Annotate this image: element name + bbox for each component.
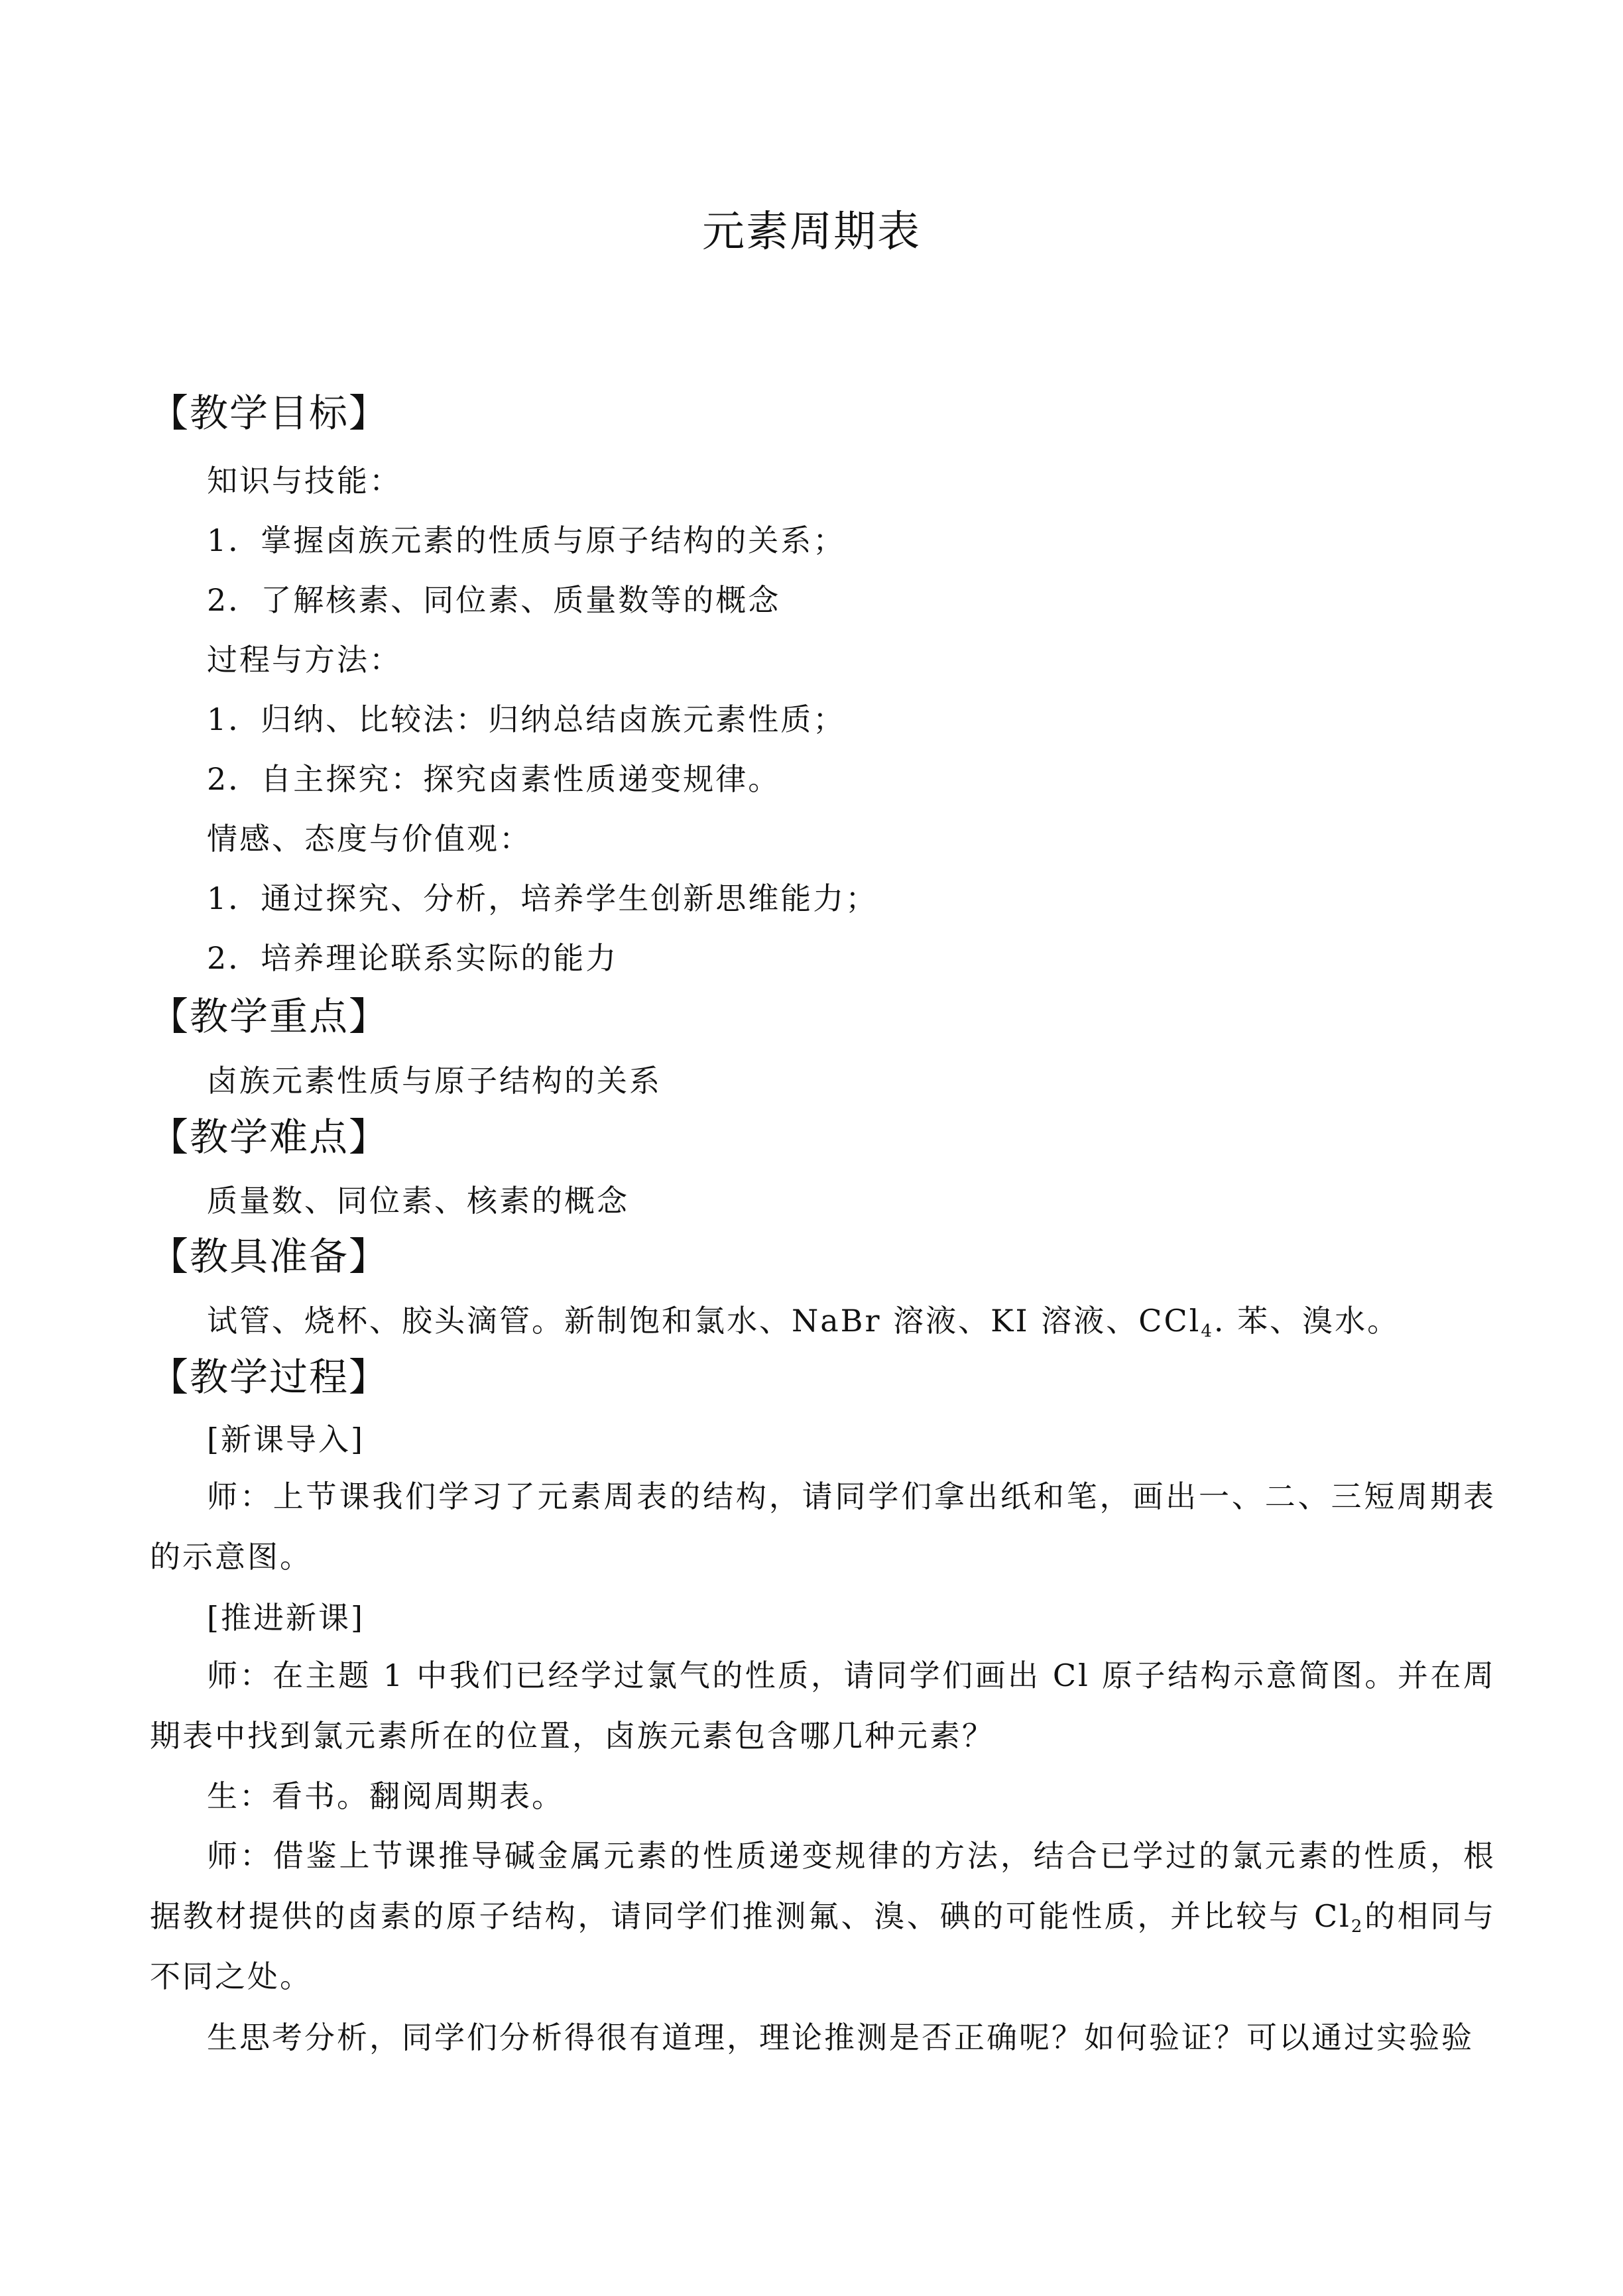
process-advance-label: [推进新课] xyxy=(207,1600,365,1636)
key-points-text: 卤族元素性质与原子结构的关系 xyxy=(207,1063,662,1099)
process-paragraph-4 xyxy=(150,1826,1496,2007)
objectives-process-item-2: 2．自主探究：探究卤素性质递变规律。 xyxy=(207,761,781,797)
section-heading-objectives: 【教学目标】 xyxy=(150,391,389,436)
materials-text-tail: . 苯、溴水。 xyxy=(1213,1303,1400,1339)
section-heading-process: 【教学过程】 xyxy=(150,1355,389,1400)
objectives-process-label: 过程与方法： xyxy=(207,642,402,678)
section-heading-materials: 【教具准备】 xyxy=(150,1234,389,1279)
process-paragraph-5: 生思考分析，同学们分析得很有道理，理论推测是否正确呢？如何验证？可以通过实验验 xyxy=(207,2020,1474,2055)
objectives-knowledge-item-2: 2．了解核素、同位素、质量数等的概念 xyxy=(207,582,781,618)
objectives-process-item-1: 1．归纳、比较法：归纳总结卤族元素性质； xyxy=(207,701,846,737)
objectives-knowledge-item-1: 1．掌握卤族元素的性质与原子结构的关系； xyxy=(207,522,846,558)
section-heading-key-points: 【教学重点】 xyxy=(150,994,389,1039)
process-paragraph-4-main: 师：借鉴上节课推导碱金属元素的性质递变规律的方法，结合已学过的氯元素的性质，根据教材提供的卤素的原子结构，请同学们推测氟、溴、碘的可能性质，并比较与 Cl xyxy=(150,1838,1496,1934)
process-paragraph-2: 师：在主题 1 中我们已经学过氯气的性质，请同学们画出 Cl 原子结构示意简图。并在周期表中找到氯元素所在的位置，卤族元素包含哪几种元素？ xyxy=(150,1658,1496,1754)
objectives-emotion-item-2: 2．培养理论联系实际的能力 xyxy=(207,940,619,976)
process-paragraph-3: 生：看书。翻阅周期表。 xyxy=(207,1778,564,1814)
difficulties-text: 质量数、同位素、核素的概念 xyxy=(207,1183,629,1219)
objectives-emotion-label: 情感、态度与价值观： xyxy=(207,821,532,857)
process-paragraph-4-subscript: 2 xyxy=(1351,1917,1364,1937)
document-title: 元素周期表 xyxy=(702,208,921,257)
objectives-emotion-item-1: 1．通过探究、分析，培养学生创新思维能力； xyxy=(207,880,878,916)
materials-text xyxy=(207,1298,1400,1344)
objectives-knowledge-label: 知识与技能： xyxy=(207,463,402,499)
materials-text-main: 试管、烧杯、胶头滴管。新制饱和氯水、NaBr 溶液、KI 溶液、CCl xyxy=(207,1303,1201,1339)
process-paragraph-1: 师：上节课我们学习了元素周表的结构，请同学们拿出纸和笔，画出一、二、三短周期表的示意图。 xyxy=(150,1479,1496,1575)
process-intro-label: [新课导入] xyxy=(207,1421,365,1457)
process-paragraph-4-tail: 的相同与不同之处。 xyxy=(150,1898,1496,1994)
section-heading-difficulties: 【教学难点】 xyxy=(150,1115,389,1160)
materials-subscript: 4 xyxy=(1201,1321,1214,1341)
